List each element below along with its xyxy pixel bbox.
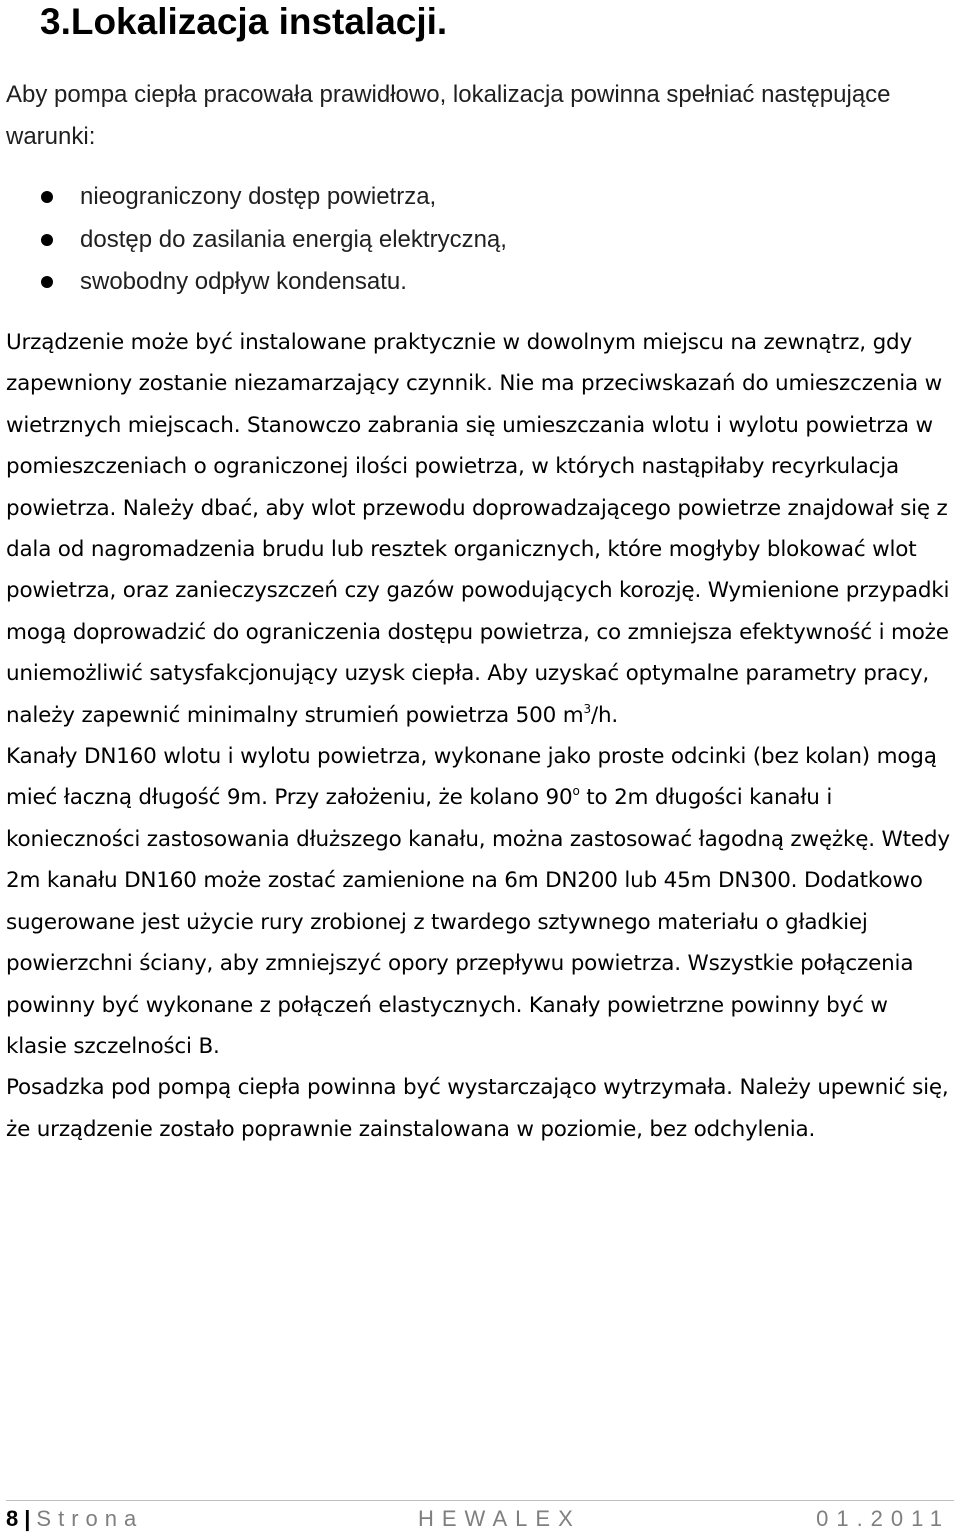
list-item: [0, 219, 940, 262]
paragraph-text: /h.: [590, 702, 619, 728]
paragraph-installation: [6, 322, 954, 736]
paragraph-text: Urządzenie może być instalowane praktycznie w dowolnym miejscu na zewnątrz, gdy zapewniony zostanie niezamarzający czynnik. Nie ma przeciwskazań do umieszczenia w wietrznych miejscach. Stanowczo zabrania się umieszczania wlotu i wylotu powietrza w pomieszczeniach o ograniczonej ilości powietrza, w których nastąpiłaby recyrkulacja powietrza. Należy dbać, aby wlot przewodu doprowadzającego powietrze znajdował się z dala od nagromadzenia brudu lub resztek organicznych, które mogłyby blokować wlot powietrza, oraz zanieczyszczeń czy gazów powodujących korozję. Wymienione przypadki mogą doprowadzić do ograniczenia dostępu powietrza, co zmniejsza efektywność i może uniemożliwić satysfakcjonujący uzysk ciepła. Aby uzyskać optymalne parametry pracy, należy zapewnić minimalny strumień powietrza 500 m: [6, 330, 950, 728]
page-word: Strona: [36, 1506, 144, 1531]
list-item-text: swobodny odpływ kondensatu.: [80, 268, 407, 295]
requirements-list: [0, 176, 940, 304]
section-heading: 3.Lokalizacja instalacji.: [40, 1, 448, 42]
footer-page-label: [6, 1504, 143, 1534]
bullet-icon: [41, 276, 53, 288]
body-text: [6, 322, 954, 1150]
superscript: 3: [583, 701, 591, 716]
bullet-icon: [41, 191, 53, 203]
footer-brand: HEWALEX: [418, 1506, 581, 1531]
footer-divider: [6, 1500, 954, 1501]
paragraph-text: Kanały DN160 wlotu i wylotu powietrza, wykonane jako proste odcinki (bez kolan) mogą mieć łaczną długość 9m. Przy założeniu, że kolano 90: [6, 744, 937, 811]
list-item: [0, 261, 940, 304]
footer-date: 01.2011: [816, 1506, 950, 1531]
paragraph-text: to 2m długości kanału i konieczności zastosowania dłuższego kanału, można zastosować łagodną zwężkę. Wtedy 2m kanału DN160 może zostać zamienione na 6m DN200 lub 45m DN300. Dodatkowo sugerowane jest użycie rury zrobionej z twardego sztywnego materiału o gładkiej powierzchni ściany, aby zmniejszyć opory przepływu powietrza. Wszystkie połączenia powinny być wykonane z połączeń elastycznych. Kanały powietrzne powinny być w klasie szczelności B.: [6, 785, 950, 1059]
paragraph-floor: Posadzka pod pompą ciepła powinna być wystarczająco wytrzymała. Należy upewnić się, że urządzenie zostało poprawnie zainstalowana w poziomie, bez odchylenia.: [6, 1075, 949, 1142]
bullet-icon: [41, 234, 53, 246]
footer-separator: |: [24, 1506, 31, 1531]
list-item-text: dostęp do zasilania energią elektryczną,: [80, 225, 507, 253]
superscript: o: [572, 784, 580, 799]
list-item: [0, 176, 940, 219]
page-footer: [6, 1504, 954, 1534]
list-item-text: nieograniczony dostęp powietrza,: [80, 183, 437, 210]
page-number: 8: [6, 1506, 19, 1531]
intro-paragraph: Aby pompa ciepła pracowała prawidłowo, lokalizacja powinna spełniać następujące warunki:: [6, 81, 891, 150]
paragraph-ducts: [6, 736, 954, 1067]
